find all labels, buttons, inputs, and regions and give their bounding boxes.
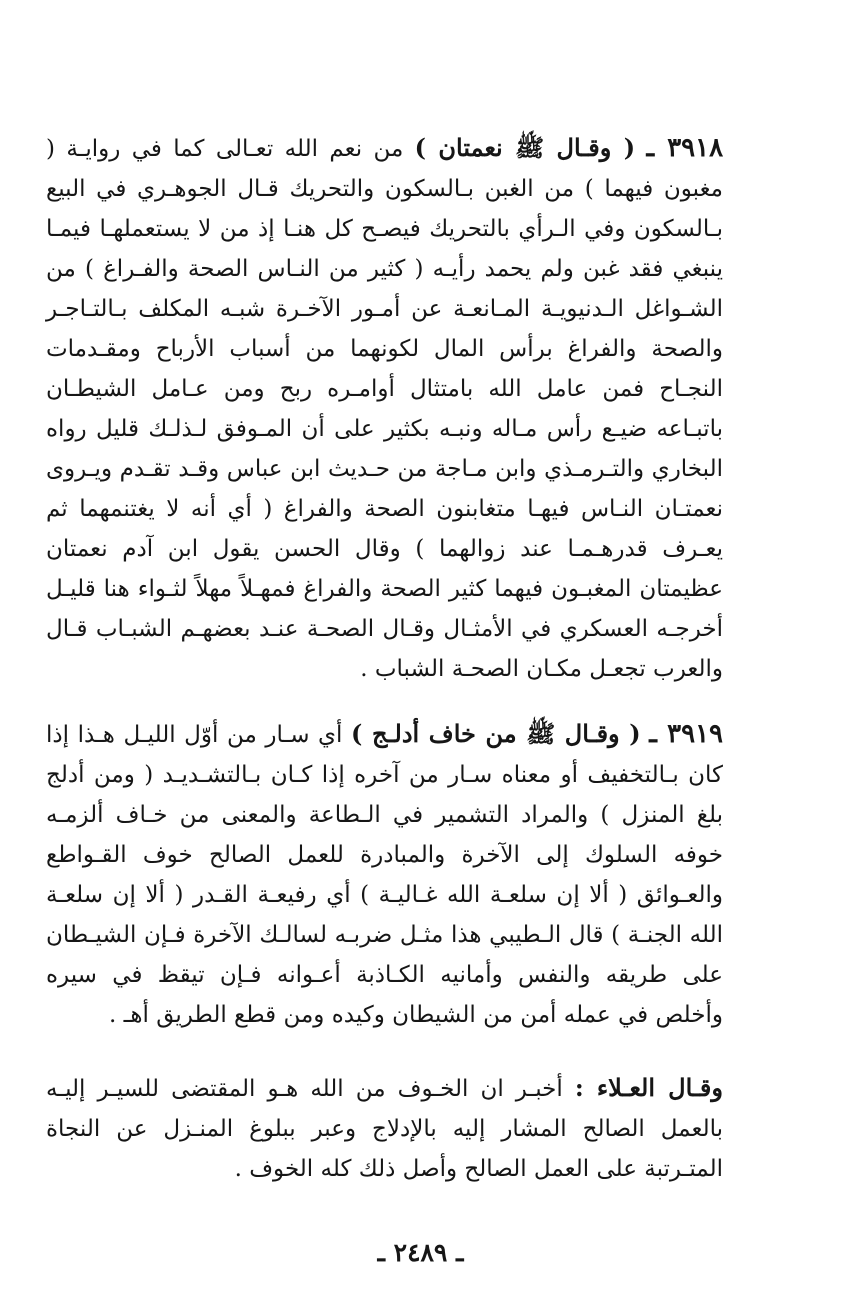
note-label: وقـال العـلاء : [574, 1073, 723, 1102]
entry-paragraph [46, 714, 723, 1035]
entry-3918 [46, 128, 723, 689]
entry-heading: ( وقـال ﷺ من خاف أدلـج ) [351, 719, 641, 748]
commentary-note [46, 1068, 723, 1189]
entry-text: من نعم الله تعـالى كما في روايـة ( مغبون فيهما ) من الغبن بـالسكون والتحريك قـال الجوهـري في البيع بـالسكون وفي الـرأي بالتحريك فيصـح كل هنـا إذ من لا يستعملهـا فيمـا ينبغي فقد غبن ولم يحمد رأيـه ( كثير من النـاس الصحة والفـراغ ) من الشـواغل الـدنيويـة المـانعـة عن أمـور الآخـرة شبـه المكلف بـالتـاجـر والصحة والفراغ برأس المال لكونهما من أسباب الأرباح ومقـدمات النجـاح فمن عامل الله بامتثال أوامـره ربح ومن عـامل الشيطـان باتبـاعه ضيـع رأس مـاله ونبـه بكثير على أن المـوفق لـذلـك قليل رواه البخاري والتـرمـذي وابن مـاجة من حـديث ابن عباس وقـد تقـدم ويـروى نعمتـان النـاس فيهـا متغابنون الصحة والفراغ ( أي أنه لا يغتنمهما ثم يعـرف قدرهـمـا عند زوالهما ) وقال الحسن يقول ابن آدم نعمتان عظيمتان المغبـون فيهما كثير الصحة والفراغ فمهـلاً مهلاً لثـواء هنا قليـل أخرجـه العسكري في الأمثـال وقـال الصحـة عنـد بعضهـم الشبـاب قـال والعرب تجعـل مكـان الصحـة الشباب . [46, 136, 723, 682]
entry-3919 [46, 714, 723, 1035]
note-text: أخبـر ان الخـوف من الله هـو المقتضى للسيـر إليـه بالعمل الصالح المشار إليه بالإدلاج وعبر ببلوغ المنـزل عن النجاة المتـرتبة على العمل الصالح وأصل ذلك كله الخوف . [46, 1076, 723, 1182]
entry-paragraph [46, 128, 723, 689]
note-paragraph [46, 1068, 723, 1189]
entry-number: ٣٩١٨ ـ [646, 133, 724, 163]
entry-number: ٣٩١٩ ـ [649, 719, 723, 749]
page-number: ـ ٢٤٨٩ ـ [377, 1238, 464, 1267]
entry-text: أي سـار من أوّل الليـل هـذا إذا كان بـالتخفيف أو معناه سـار من آخره إذا كـان بـالتشـديـد ( ومن أدلج بلغ المنزل ) والمراد التشمير في الـطاعة والمعنى من خـاف ألزمـه خوفه السلوك إلى الآخرة والمبادرة للعمل الصالح خوف القـواطع والعـوائق ( ألا إن سلعـة الله غـاليـة ) أي رفيعـة القـدر ( ألا إن سلعـة الله الجنـة ) قال الـطيبي هذا مثـل ضربـه لسالـك الآخرة فـإن الشيـطان على طريقه والنفس وأمانيه الكـاذبة أعـوانه فـإن تيقظ في سيره وأخلص في عمله أمن من الشيطان وكيده ومن قطع الطريق أهـ . [46, 722, 723, 1028]
entry-heading: ( وقـال ﷺ نعمتان ) [414, 133, 636, 162]
